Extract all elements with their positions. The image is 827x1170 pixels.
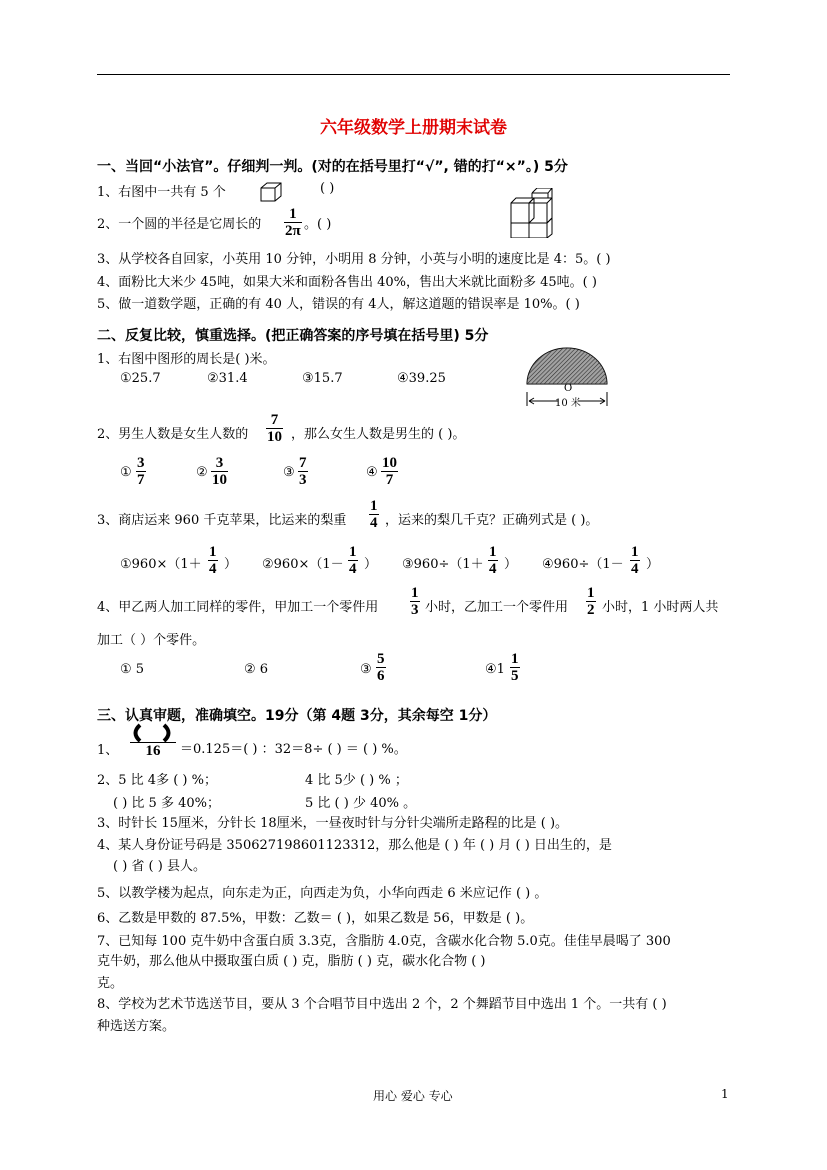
- s1-q4: 4、面粉比大米少 45吨，如果大米和面粉各售出 40%，售出大米就比面粉多 45吨。( ): [97, 275, 597, 290]
- s2-q3-opt2-pre: ②960×（1－: [262, 557, 344, 572]
- s2-q3-opt1-post: ）: [224, 557, 238, 572]
- footer-motto: 用心 爱心 专心: [373, 1089, 453, 1103]
- s1-q2-pre: 2、一个圆的半径是它周长的: [97, 217, 262, 232]
- s3-q8-a: 8、学校为艺术节选送节目，要从 3 个合唱节目中选出 2 个，2 个舞蹈节目中选出 1 个。一共有 ( ): [97, 997, 667, 1012]
- s2-q3-opt2-fraction: $\frac{1}{4}$: [349, 544, 357, 577]
- s2-q2-pre: 2、男生人数是女生人数的: [97, 427, 249, 442]
- s1-q1: 1、右图中一共有 5 个: [97, 185, 226, 200]
- s2-q4-opt1: ① 5: [120, 662, 145, 677]
- section3-heading: 三、认真审题，准确填空。19分（第 4题 3分，其余每空 1分）: [97, 708, 497, 724]
- section1-heading: 一、当回“小法官”。仔细判一判。(对的在括号里打“√”, 错的打“×”。) 5分: [97, 159, 568, 175]
- semicircle-center-label: O: [564, 383, 573, 394]
- s3-q1-num: 1、: [97, 743, 119, 758]
- s2-q2-opt3-fraction: $\frac{7}{3}$: [299, 455, 307, 488]
- s2-q4-opt3-fraction: $\frac{5}{6}$: [377, 651, 385, 684]
- s2-q4-opt4: ④1: [485, 662, 505, 677]
- s2-q3-opt3-pre: ③960÷（1＋: [402, 557, 484, 572]
- s2-q3-opt1-pre: ①960×（1＋: [120, 557, 202, 572]
- s3-q2-a: 2、5 比 4多 ( ) %；: [97, 773, 217, 788]
- s3-q7-c: 克。: [97, 976, 124, 991]
- page-number: 1: [721, 1087, 729, 1101]
- s2-q3-opt4-post: ）: [646, 557, 660, 572]
- s2-q3-post: ，运来的梨几千克？正确列式是 ( )。: [385, 513, 599, 528]
- page-title: 六年级数学上册期末试卷: [320, 118, 507, 138]
- s2-q2-opt4-mark: ④: [366, 465, 378, 480]
- s2-q4-opt2: ② 6: [244, 662, 269, 677]
- s2-q4-post: 小时，1 小时两人共: [602, 600, 719, 615]
- s2-q2-fraction: $\frac{7}{10}$: [267, 412, 282, 445]
- s2-q3-opt2-post: ）: [364, 557, 378, 572]
- s2-q1: 1、右图中图形的周长是( )米。: [97, 352, 276, 367]
- s2-q1-opt3: ③15.7: [302, 371, 343, 386]
- s3-q4-b: ( ) 省 ( ) 县人。: [113, 859, 206, 874]
- s2-q2-opt1-mark: ①: [120, 465, 132, 480]
- s2-q1-opt1: ①25.7: [120, 371, 161, 386]
- s2-q3-fraction: $\frac{1}{4}$: [370, 498, 378, 531]
- s2-q4-line2: 加工（ ）个零件。: [97, 633, 206, 648]
- s2-q4-pre: 4、甲乙两人加工同样的零件，甲加工一个零件用: [97, 600, 379, 615]
- s3-q2-c: ( ) 比 5 多 40%；: [113, 796, 220, 811]
- stacked-cubes-icon: [508, 188, 558, 238]
- s2-q3-opt4-fraction: $\frac{1}{4}$: [631, 544, 639, 577]
- s3-q2-d: 5 比 ( ) 少 40% 。: [305, 796, 417, 811]
- s3-q2-b: 4 比 5少 ( ) % ；: [305, 773, 408, 788]
- cube-icon: [259, 181, 283, 203]
- s2-q2-opt2-fraction: $\frac{3}{10}$: [212, 455, 227, 488]
- s2-q1-opt4: ④39.25: [397, 371, 446, 386]
- s1-q1-paren: ( ): [320, 181, 335, 196]
- s1-q5: 5、做一道数学题，正确的有 40 人，错误的有 4人，解这道题的错误率是 10%。( ): [97, 297, 580, 312]
- s1-q2-fraction: $\frac{1}{2\pi}$: [285, 206, 301, 239]
- s2-q3-pre: 3、商店运来 960 千克苹果，比运来的梨重: [97, 513, 347, 528]
- header-rule: [97, 74, 730, 75]
- s2-q2-opt1-fraction: $\frac{3}{7}$: [137, 455, 145, 488]
- s3-q4-a: 4、某人身份证号码是 350627198601123312，那么他是 ( ) 年 ( ) 月 ( ) 日出生的，是: [97, 838, 612, 853]
- semicircle-dimension-label: 10 米: [555, 398, 581, 409]
- s3-q3: 3、时针长 15厘米，分针长 18厘米，一昼夜时针与分针尖端所走路程的比是 ( )。: [97, 816, 569, 831]
- s2-q4-opt3: ③: [360, 662, 372, 677]
- s2-q2-opt3-mark: ③: [283, 465, 295, 480]
- s3-q1-text: ＝0.125＝( ) ：32＝8÷ ( ) ＝ ( ) %。: [180, 742, 407, 757]
- s2-q1-opt2: ②31.4: [207, 371, 248, 386]
- section2-heading: 二、反复比较，慎重选择。(把正确答案的序号填在括号里) 5分: [97, 328, 489, 344]
- s3-q6: 6、乙数是甲数的 87.5%，甲数：乙数＝ ( )，如果乙数是 56，甲数是 ( )。: [97, 911, 534, 926]
- s1-q2-post: 。( ): [304, 217, 332, 232]
- s2-q3-opt3-post: ）: [504, 557, 518, 572]
- s2-q4-fraction1: $\frac{1}{3}$: [411, 585, 419, 618]
- s1-q3: 3、从学校各自回家，小英用 10 分钟，小明用 8 分钟，小英与小明的速度比是 4：5。( ): [97, 252, 611, 267]
- s2-q2-opt4-fraction: $\frac{10}{7}$: [382, 455, 397, 488]
- s3-q7-a: 7、已知每 100 克牛奶中含蛋白质 3.3克，含脂肪 4.0克，含碳水化合物 5.0克。佳佳早晨喝了 300: [97, 934, 671, 949]
- s2-q3-opt1-fraction: $\frac{1}{4}$: [209, 544, 217, 577]
- s2-q2-post: ，那么女生人数是男生的 ( )。: [291, 427, 466, 442]
- s2-q4-mid: 小时，乙加工一个零件用: [425, 600, 569, 615]
- s3-q7-b: 克牛奶，那么他从中摄取蛋白质 ( ) 克，脂肪 ( ) 克，碳水化合物 ( ): [97, 954, 486, 969]
- s2-q2-opt2-mark: ②: [196, 465, 208, 480]
- s2-q3-opt3-fraction: $\frac{1}{4}$: [489, 544, 497, 577]
- s3-q8-b: 种选送方案。: [97, 1019, 176, 1034]
- s2-q4-fraction2: $\frac{1}{2}$: [587, 585, 595, 618]
- s2-q3-opt4-pre: ④960÷（1－: [542, 557, 624, 572]
- s2-q4-opt4-fraction: $\frac{1}{5}$: [511, 651, 519, 684]
- s3-q5: 5、以教学楼为起点，向东走为正，向西走为负，小华向西走 6 米应记作 ( ) 。: [97, 886, 548, 901]
- s3-q1-fraction: 16: [130, 727, 176, 759]
